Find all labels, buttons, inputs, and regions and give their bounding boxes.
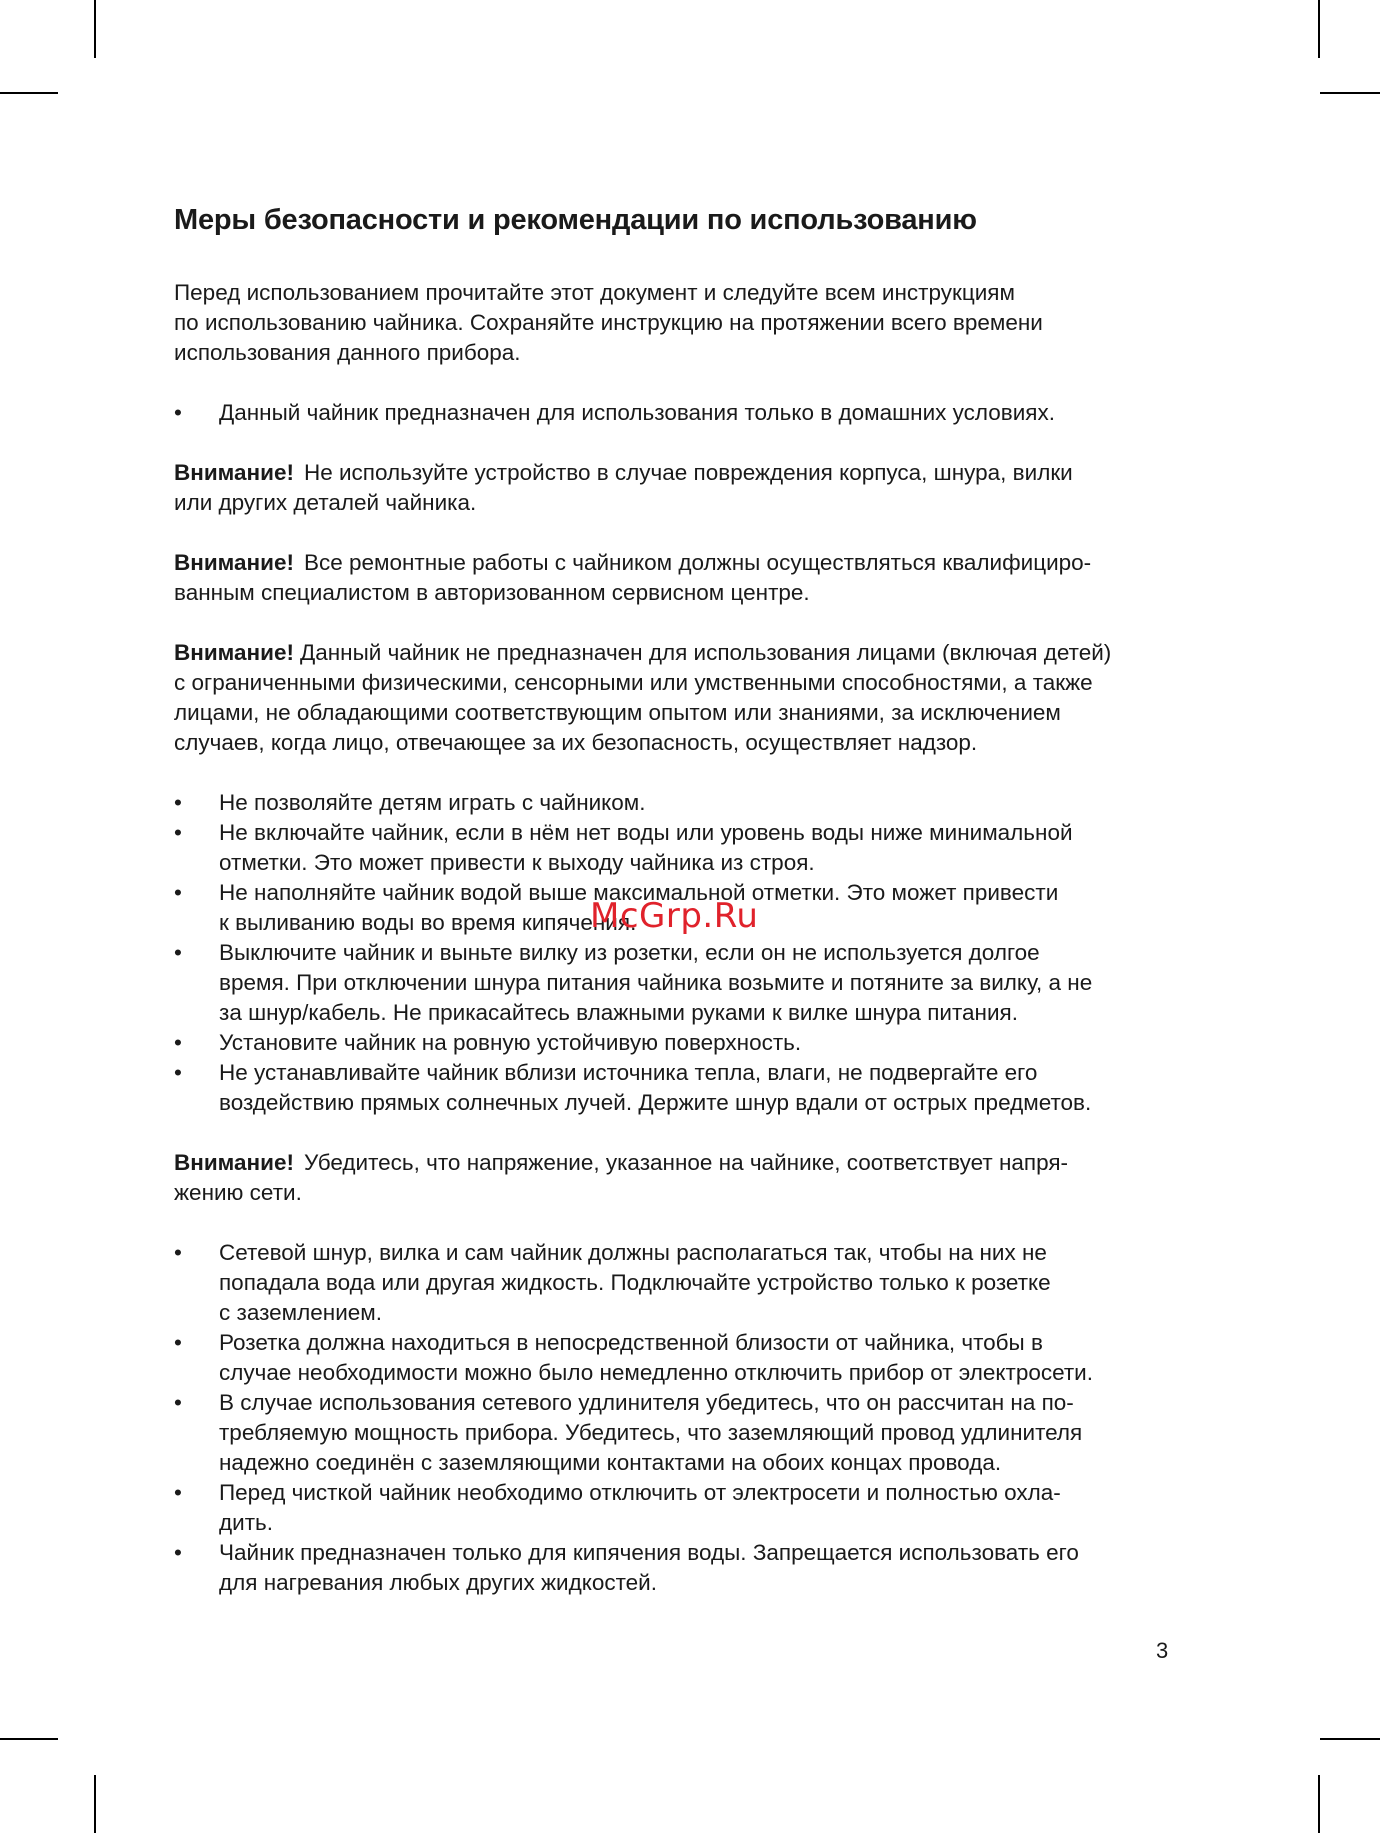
list-item: [174, 1538, 1184, 1598]
list-item-line: надежно соединён с заземляющими контактами на обоих концах провода.: [219, 1450, 1002, 1475]
page-number: 3: [1156, 1638, 1169, 1663]
list-item: [174, 1478, 1184, 1538]
list-item-line: • Выключите чайник и выньте вилку из розетки, если он не используется долгое: [219, 940, 1040, 965]
list-item-line: время. При отключении шнура питания чайника возьмите и потяните за вилку, а не: [219, 970, 1093, 995]
warning-line: случаев, когда лицо, отвечающее за их безопасность, осуществляет надзор.: [174, 730, 978, 755]
list-item-line: для нагревания любых других жидкостей.: [219, 1570, 657, 1595]
warning-paragraph-4: [174, 1148, 1184, 1208]
bullet-list-1: [174, 398, 1184, 428]
list-item-line: • Данный чайник предназначен для использования только в домашних условиях.: [219, 400, 1055, 425]
warning-label: Внимание!: [174, 550, 294, 575]
list-item-line: • Не наполняйте чайник водой выше максимальной отметки. Это может привести: [219, 880, 1059, 905]
warning-label: Внимание!: [174, 460, 294, 485]
intro-paragraph: [174, 278, 1184, 368]
intro-line: по использованию чайника. Сохраняйте инструкцию на протяжении всего времени: [174, 310, 1043, 335]
warning-label: Внимание!: [174, 640, 294, 665]
warning-line: с ограниченными физическими, сенсорными или умственными способностями, а также: [174, 670, 1093, 695]
list-item-line: попадала вода или другая жидкость. Подключайте устройство только к розетке: [219, 1270, 1051, 1295]
list-item-line: • Чайник предназначен только для кипячения воды. Запрещается использовать его: [219, 1540, 1079, 1565]
page-title: Меры безопасности и рекомендации по использованию: [174, 204, 977, 236]
list-item-line: • Установите чайник на ровную устойчивую поверхность.: [219, 1030, 802, 1055]
warning-text: Убедитесь, что напряжение, указанное на чайнике, соответствует напря-: [303, 1150, 1069, 1175]
crop-mark-bottom-right-h: [1320, 1738, 1380, 1740]
list-item-line: за шнур/кабель. Не прикасайтесь влажными руками к вилке шнура питания.: [219, 1000, 1018, 1025]
warning-text: Все ремонтные работы с чайником должны осуществляться квалифициро-: [303, 550, 1092, 575]
list-item-line: дить.: [219, 1510, 273, 1535]
crop-mark-bottom-left-h: [0, 1738, 58, 1740]
warning-line: [174, 548, 1184, 578]
watermark: McGrp.Ru: [590, 896, 759, 936]
list-item-line: воздействию прямых солнечных лучей. Держите шнур вдали от острых предметов.: [219, 1090, 1092, 1115]
warning-paragraph-3: [174, 638, 1184, 758]
warning-line: [174, 638, 1184, 668]
warning-line: [174, 1148, 1184, 1178]
list-item: [174, 1388, 1184, 1478]
warning-line: [174, 458, 1184, 488]
warning-line: жению сети.: [174, 1180, 302, 1205]
warning-line: или других деталей чайника.: [174, 490, 477, 515]
list-item: [174, 1058, 1184, 1118]
list-item-line: • Не включайте чайник, если в нём нет воды или уровень воды ниже минимальной: [219, 820, 1073, 845]
list-item: [174, 398, 1184, 428]
warning-line: ванным специалистом в авторизованном сервисном центре.: [174, 580, 810, 605]
list-item-line: отметки. Это может привести к выходу чайника из строя.: [219, 850, 815, 875]
warning-text: Не используйте устройство в случае повреждения корпуса, шнура, вилки: [303, 460, 1073, 485]
list-item-line: случае необходимости можно было немедленно отключить прибор от электросети.: [219, 1360, 1093, 1385]
warning-label: Внимание!: [174, 1150, 294, 1175]
warning-line: лицами, не обладающими соответствующим опытом или знаниями, за исключением: [174, 700, 1061, 725]
warning-text: Данный чайник не предназначен для использования лицами (включая детей): [299, 640, 1112, 665]
list-item-line: к выливанию воды во время кипячения.: [219, 910, 637, 935]
list-item: [174, 1028, 1184, 1058]
crop-mark-top-right-v: [1318, 0, 1320, 58]
crop-mark-bottom-left-v: [94, 1775, 96, 1833]
crop-mark-top-left-v: [94, 0, 96, 58]
list-item: [174, 818, 1184, 878]
list-item-line: с заземлением.: [219, 1300, 382, 1325]
list-item: [174, 788, 1184, 818]
list-item: [174, 1328, 1184, 1388]
warning-paragraph-1: [174, 458, 1184, 518]
crop-mark-top-right-h: [1320, 92, 1380, 94]
intro-line: использования данного прибора.: [174, 340, 521, 365]
crop-mark-bottom-right-v: [1318, 1775, 1320, 1833]
list-item-line: • Не позволяйте детям играть с чайником.: [219, 790, 646, 815]
list-item-line: требляемую мощность прибора. Убедитесь, что заземляющий провод удлинителя: [219, 1420, 1083, 1445]
list-item-line: • В случае использования сетевого удлинителя убедитесь, что он рассчитан на по-: [219, 1390, 1074, 1415]
list-item: [174, 938, 1184, 1028]
list-item-line: • Перед чисткой чайник необходимо отключить от электросети и полностью охла-: [219, 1480, 1061, 1505]
crop-mark-top-left-h: [0, 92, 58, 94]
bullet-list-3: [174, 1238, 1184, 1598]
warning-paragraph-2: [174, 548, 1184, 608]
list-item: [174, 1238, 1184, 1328]
bullet-list-2: [174, 788, 1184, 1118]
list-item-line: • Сетевой шнур, вилка и сам чайник должны располагаться так, чтобы на них не: [219, 1240, 1047, 1265]
list-item-line: • Розетка должна находиться в непосредственной близости от чайника, чтобы в: [219, 1330, 1043, 1355]
intro-line: Перед использованием прочитайте этот документ и следуйте всем инструкциям: [174, 280, 1015, 305]
list-item-line: • Не устанавливайте чайник вблизи источника тепла, влаги, не подвергайте его: [219, 1060, 1038, 1085]
